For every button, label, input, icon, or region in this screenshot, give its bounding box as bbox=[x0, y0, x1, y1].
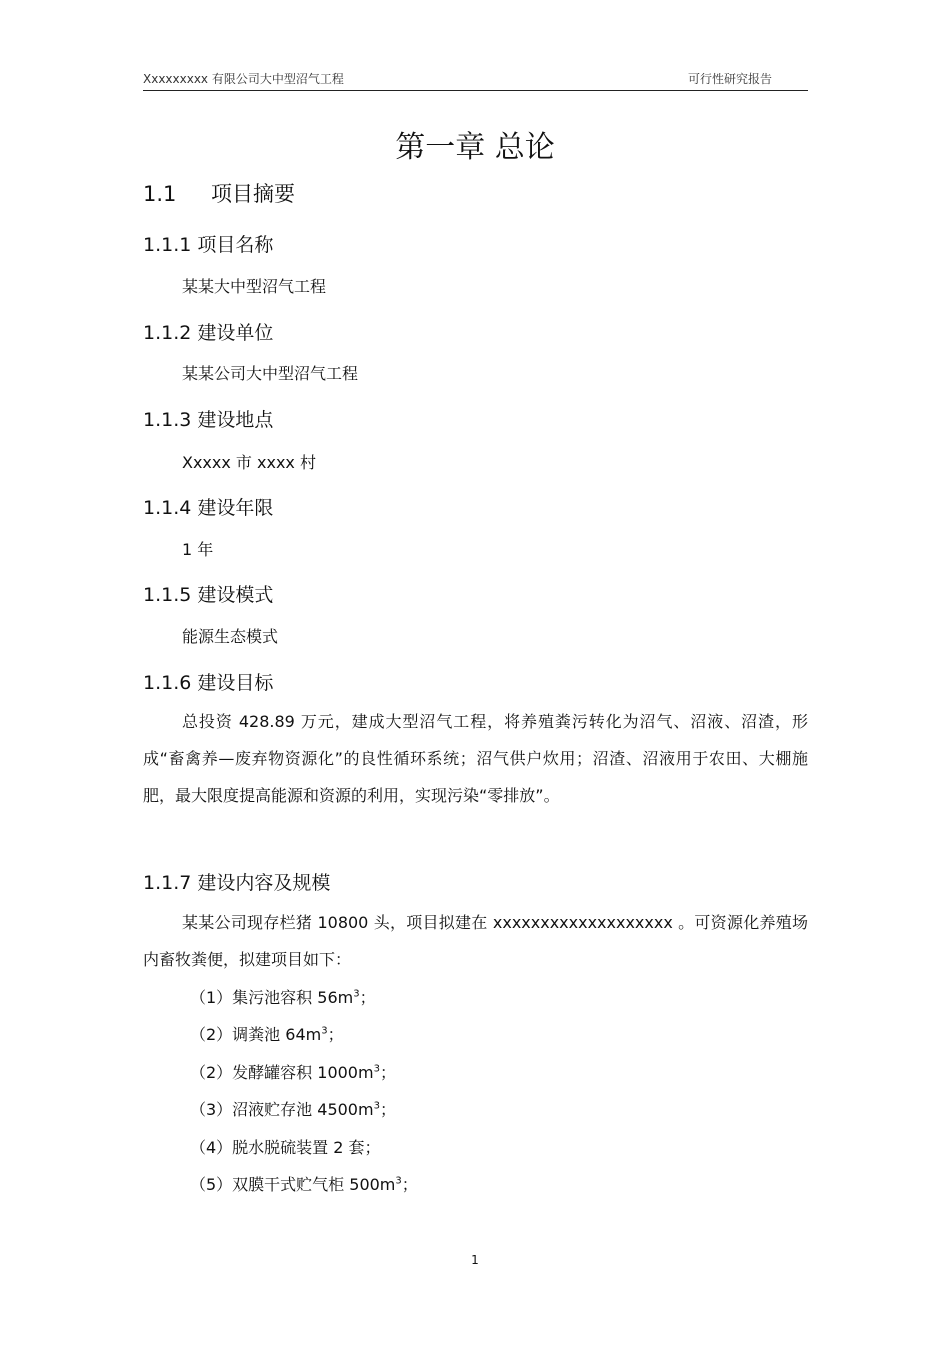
subsection-heading-project-name: 1.1.1 项目名称 bbox=[143, 234, 274, 256]
subsection-heading-builder: 1.1.2 建设单位 bbox=[143, 322, 274, 344]
list-item: （3）沼液贮存池 $4500m^3$； bbox=[190, 1100, 396, 1119]
chapter-title: 第一章 总论 bbox=[395, 130, 555, 165]
builder-value: 某某公司大中型沼气工程 bbox=[182, 364, 359, 383]
list-item: （2）调粪池 $64m^3$； bbox=[190, 1025, 344, 1044]
project-name-value: 某某大中型沼气工程 bbox=[182, 277, 327, 296]
subsection-heading-scale: 1.1.7 建设内容及规模 bbox=[143, 872, 331, 894]
subsection-heading-goal: 1.1.6 建设目标 bbox=[143, 672, 274, 694]
section-title: 项目摘要 bbox=[211, 182, 295, 206]
page-number: 1 bbox=[471, 1253, 479, 1267]
mode-value: 能源生态模式 bbox=[182, 627, 279, 646]
subsection-heading-duration: 1.1.4 建设年限 bbox=[143, 497, 274, 519]
page-header bbox=[143, 68, 808, 91]
location-value: Xxxxx 市 xxxx 村 bbox=[182, 453, 316, 472]
section-heading bbox=[143, 178, 295, 208]
subsection-heading-mode: 1.1.5 建设模式 bbox=[143, 584, 274, 606]
list-item: （4）脱水脱硫装置 2 套； bbox=[190, 1138, 381, 1157]
goal-paragraph: 总投资 428.89 万元，建成大型沼气工程，将养殖粪污转化为沼气、沼液、沼渣，形成“畜禽养—废弃物资源化”的良性循环系统；沼气供户炊用；沼渣、沼液用于农田、大棚施肥，最大限度提高能源和资源的利用，实现污染“零排放”。 bbox=[143, 712, 808, 805]
duration-value: 1 年 bbox=[182, 540, 214, 559]
header-right-text: 可行性研究报告 bbox=[687, 72, 772, 86]
section-number: 1.1 bbox=[143, 182, 177, 206]
list-item: （1）集污池容积 $56m^3$； bbox=[190, 988, 376, 1007]
list-item: （2）发酵罐容积 $1000m^3$； bbox=[190, 1063, 396, 1082]
scale-paragraph: 某某公司现存栏猪 10800 头，项目拟建在 xxxxxxxxxxxxxxxxxxx 。可资源化养殖场内畜牧粪便，拟建项目如下： bbox=[143, 913, 808, 969]
subsection-heading-location: 1.1.3 建设地点 bbox=[143, 409, 274, 431]
list-item: （5）双膜干式贮气柜 $500m^3$； bbox=[190, 1175, 418, 1194]
header-left-text: Xxxxxxxxx 有限公司大中型沼气工程 bbox=[143, 72, 344, 86]
